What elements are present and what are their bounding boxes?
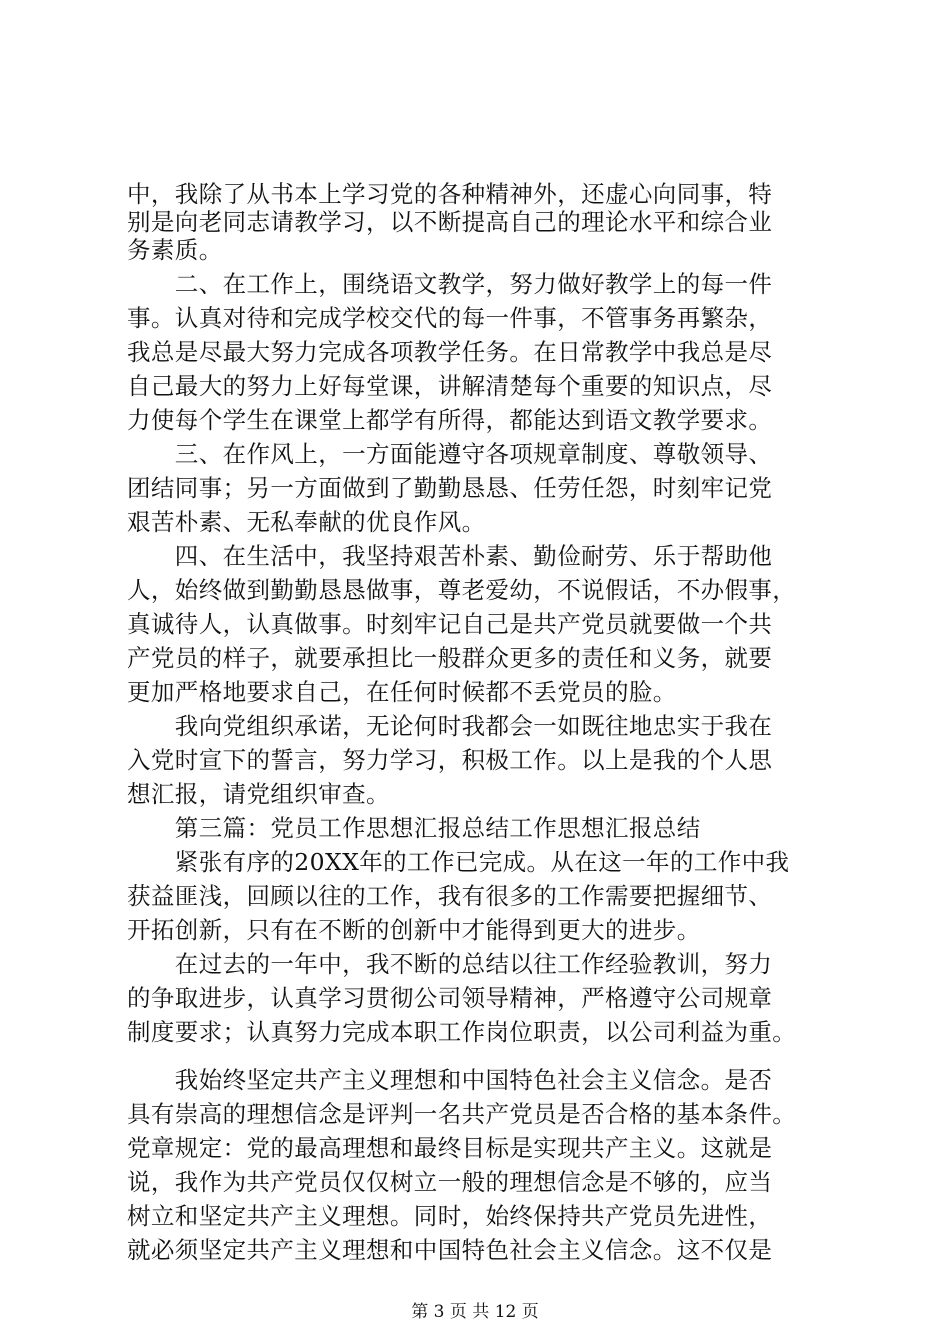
- text-line: 二、在工作上，围绕语文教学，努力做好教学上的每一件: [127, 270, 773, 298]
- text-line: 产党员的样子，就要承担比一般群众更多的责任和义务，就要: [127, 644, 773, 672]
- page-footer: 第 3 页 共 12 页: [411, 1302, 539, 1322]
- text-line: 事。认真对待和完成学校交代的每一件事，不管事务再繁杂，: [127, 304, 773, 332]
- text-line: 四、在生活中，我坚持艰苦朴素、勤俭耐劳、乐于帮助他: [127, 542, 773, 570]
- text-line: 紧张有序的20XX年的工作已完成。从在这一年的工作中我: [127, 848, 790, 876]
- text-line: 自己最大的努力上好每堂课，讲解清楚每个重要的知识点，尽: [127, 372, 773, 400]
- text-line: 别是向老同志请教学习，以不断提高自己的理论水平和综合业: [127, 208, 773, 236]
- text-line: 团结同事；另一方面做到了勤勤恳恳、任劳任怨，时刻牢记党: [127, 474, 773, 502]
- text-line: 力使每个学生在课堂上都学有所得，都能达到语文教学要求。: [127, 406, 773, 434]
- text-line: 具有崇高的理想信念是评判一名共产党员是否合格的基本条件。: [127, 1100, 797, 1128]
- text-line: 说，我作为共产党员仅仅树立一般的理想信念是不够的，应当: [127, 1168, 773, 1196]
- text-line: 想汇报，请党组织审查。: [127, 780, 390, 808]
- text-line: 党章规定：党的最高理想和最终目标是实现共产主义。这就是: [127, 1134, 773, 1162]
- text-line: 就必须坚定共产主义理想和中国特色社会主义信念。这不仅是: [127, 1236, 773, 1264]
- text-line: 在过去的一年中，我不断的总结以往工作经验教训，努力: [127, 950, 773, 978]
- text-line: 务素质。: [127, 236, 223, 264]
- text-line: 更加严格地要求自己，在任何时候都不丢党员的脸。: [127, 678, 677, 706]
- section-heading: 第三篇：党员工作思想汇报总结工作思想汇报总结: [127, 814, 701, 842]
- text-line: 艰苦朴素、无私奉献的优良作风。: [127, 508, 486, 536]
- text-line: 中，我除了从书本上学习党的各种精神外，还虚心向同事，特: [127, 180, 773, 208]
- text-line: 我向党组织承诺，无论何时我都会一如既往地忠实于我在: [127, 712, 773, 740]
- text-line: 我总是尽最大努力完成各项教学任务。在日常教学中我总是尽: [127, 338, 773, 366]
- text-line: 的争取进步，认真学习贯彻公司领导精神，严格遵守公司规章: [127, 984, 773, 1012]
- text-line: 入党时宣下的誓言，努力学习，积极工作。以上是我的个人思: [127, 746, 773, 774]
- text-line: 真诚待人，认真做事。时刻牢记自己是共产党员就要做一个共: [127, 610, 773, 638]
- text-line: 我始终坚定共产主义理想和中国特色社会主义信念。是否: [127, 1066, 773, 1094]
- text-line: 人，始终做到勤勤恳恳做事，尊老爱幼，不说假话，不办假事，: [127, 576, 797, 604]
- text-line: 树立和坚定共产主义理想。同时，始终保持共产党员先进性，: [127, 1202, 773, 1230]
- text-line: 获益匪浅，回顾以往的工作，我有很多的工作需要把握细节、: [127, 882, 773, 910]
- text-line: 三、在作风上，一方面能遵守各项规章制度、尊敬领导、: [127, 440, 773, 468]
- text-line: 开拓创新，只有在不断的创新中才能得到更大的进步。: [127, 916, 701, 944]
- text-line: 制度要求；认真努力完成本职工作岗位职责，以公司利益为重。: [127, 1018, 797, 1046]
